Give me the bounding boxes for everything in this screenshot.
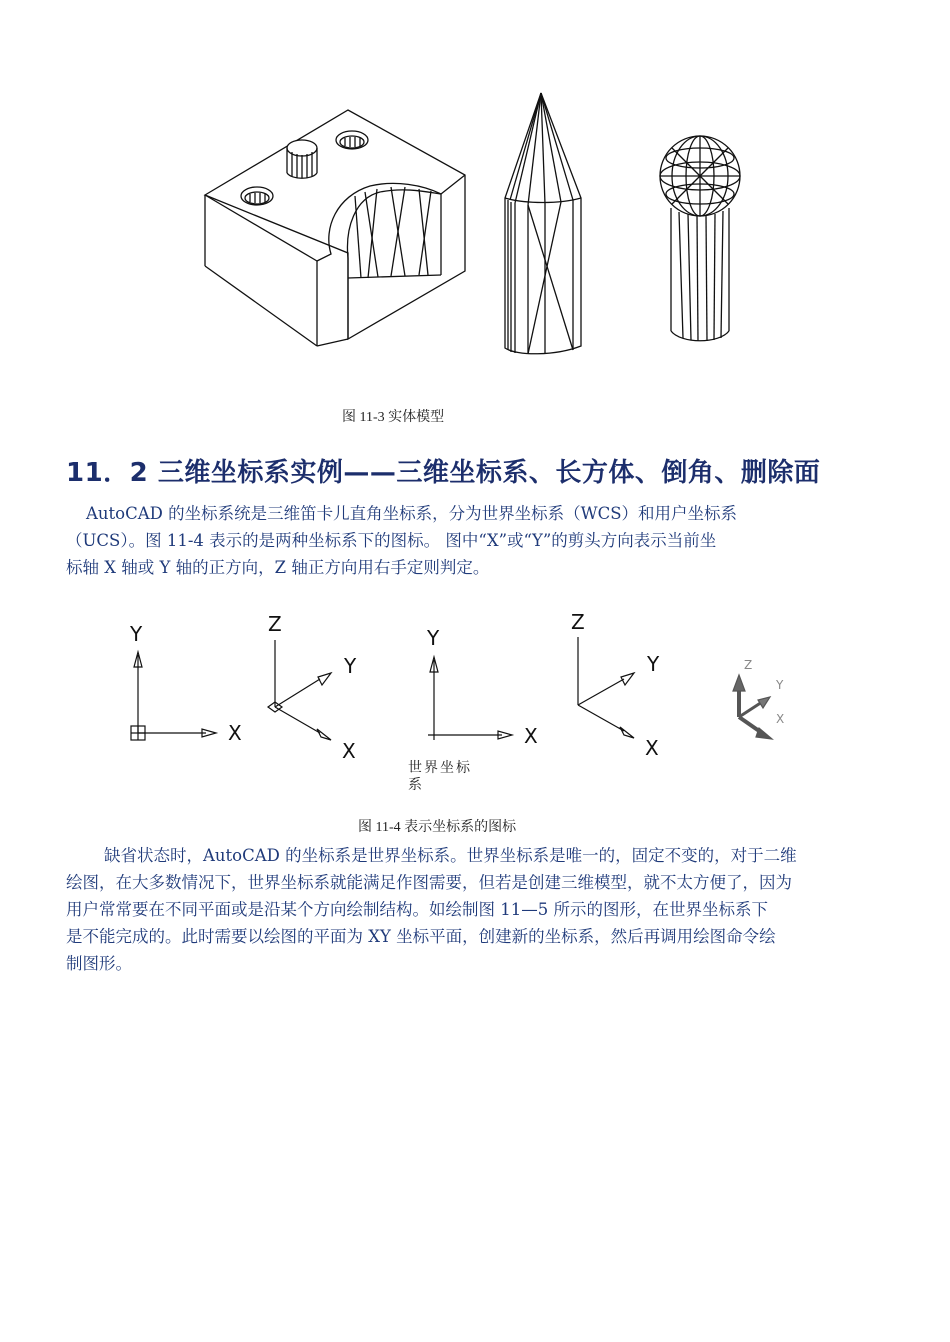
wcs-label-line-2: 系: [408, 777, 424, 793]
axis-label-y-5: Y: [776, 678, 784, 692]
paragraph-1: [66, 500, 884, 581]
cone-cylinder-model: [505, 93, 581, 354]
ucs-3d-icon: [578, 637, 634, 738]
paragraph-2-line-2: 绘图，在大多数情况下，世界坐标系就能满足作图需要，但若是创建三维模型，就不太方便了，因为: [66, 873, 792, 892]
paragraph-1-line-3: 标轴 X 轴或 Y 轴的正方向，Z 轴正方向用右手定则判定。: [66, 558, 490, 577]
axis-label-x-2: X: [342, 739, 356, 763]
wcs-label: [408, 760, 488, 794]
wcs-2d-icon: [131, 652, 216, 740]
solid-models-figure: [195, 88, 755, 363]
section-heading: 11．2 三维坐标系实例——三维坐标系、长方体、倒角、删除面: [66, 458, 821, 488]
figure-11-3-caption: 图 11-3 实体模型: [342, 410, 445, 425]
axis-label-z-2: Z: [268, 612, 282, 636]
sphere-cylinder-model: [660, 136, 740, 341]
axis-label-x-5: X: [776, 712, 785, 726]
wcs-label-line-1: 世界坐标: [408, 760, 472, 776]
paragraph-2-line-4: 是不能完成的。此时需要以绘图的平面为 XY 坐标平面，创建新的坐标系，然后再调用绘图命令绘: [66, 927, 776, 946]
axis-label-x-4: X: [645, 736, 659, 760]
paragraph-2: [66, 842, 884, 977]
axis-label-y-1: Y: [130, 622, 143, 646]
axis-label-y-2: Y: [344, 654, 357, 678]
axis-label-x-3: X: [524, 724, 538, 748]
paragraph-2-line-5: 制图形。: [66, 954, 132, 973]
block-model: [205, 110, 465, 346]
paragraph-2-line-3: 用户常常要在不同平面或是沿某个方向绘制结构。如绘制图 11—5 所示的图形，在世界坐标系下: [66, 900, 768, 919]
axis-label-y-4: Y: [647, 652, 660, 676]
coordinate-icons-figure: [110, 605, 830, 775]
ucs-2d-icon: [428, 657, 512, 740]
paragraph-1-line-1: AutoCAD 的坐标系统是三维笛卡儿直角坐标系，分为世界坐标系（WCS）和用户坐标系: [86, 504, 738, 523]
paragraph-2-line-1: 缺省状态时，AutoCAD 的坐标系是世界坐标系。世界坐标系是唯一的，固定不变的，对于二维: [104, 846, 797, 865]
axis-label-x-1: X: [228, 721, 242, 745]
paragraph-1-line-2: （UCS）。图 11-4 表示的是两种坐标系下的图标。 图中“X”或“Y”的剪头方向表示当前坐: [66, 531, 717, 550]
axis-label-z-5: Z: [744, 658, 753, 672]
axis-label-y-3: Y: [427, 626, 440, 650]
wcs-3d-icon: [268, 640, 331, 740]
figure-11-4-caption: 图 11-4 表示坐标系的图标: [358, 820, 517, 835]
shaded-3d-icon: [733, 675, 772, 739]
axis-label-z-4: Z: [571, 610, 585, 634]
